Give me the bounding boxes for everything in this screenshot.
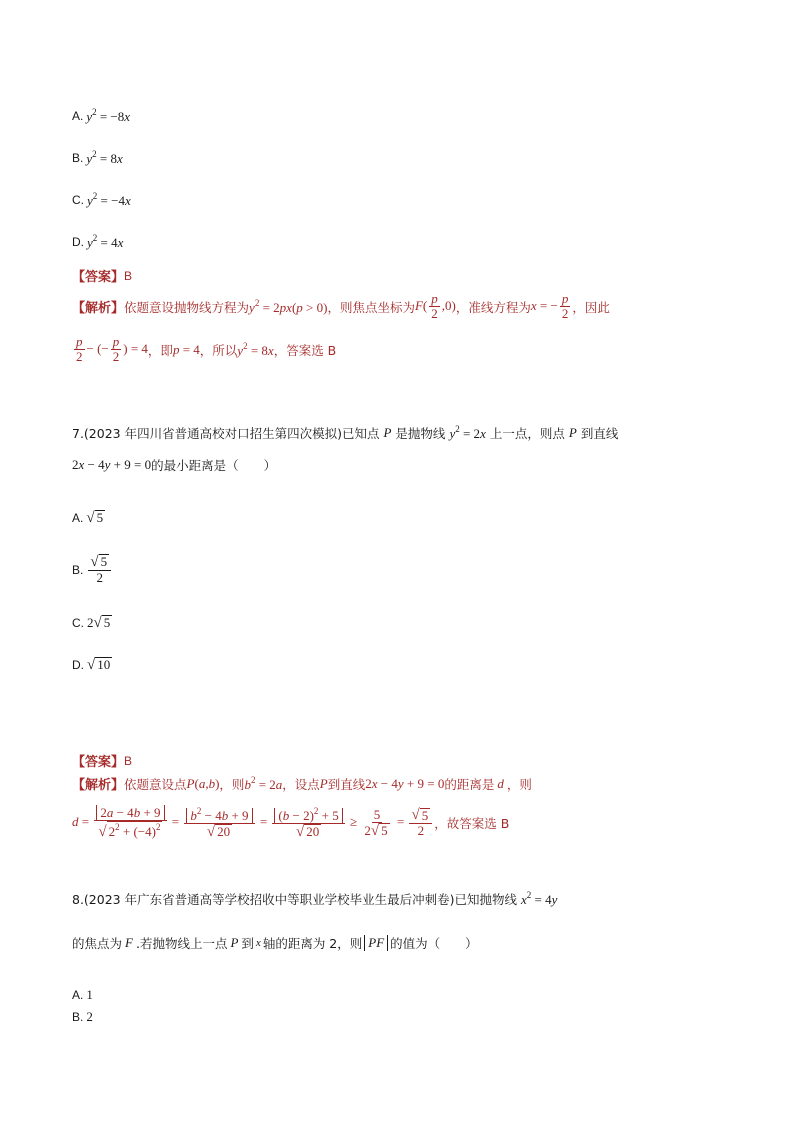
- q7-stem-line2: 2x − 4y + 9 = 0 的最小距离是（ ）: [72, 457, 277, 473]
- q6-option-d-expr: $y^2 = 4x$: [87, 233, 124, 250]
- q7-eq-line-2: 2x − 4y + 9 = 0: [365, 775, 445, 791]
- q6-focus: F( $\frac{p}{2}$ ,0): [414, 291, 456, 322]
- q6-option-a: A. $y^2 = -8x$: [72, 107, 131, 124]
- q7-option-b: B. √ 5 2: [72, 554, 113, 585]
- q7-option-a: A. √ 5: [72, 509, 104, 526]
- q8-abs-pf: PF: [364, 935, 388, 951]
- q8-option-a: A. 1: [72, 987, 93, 1002]
- q7-distance-derivation: d = 2a − 4b + 9 √ $2^2 + (-4)^2$ = $b^2 - 4b + 9$ √ 20 = $(b - 2)^2 + 5$ √ 20 ≥ 5 2 √ 5 = √ 5 2: [72, 806, 434, 840]
- q7-option-c: C. 2 √ 5: [72, 615, 111, 631]
- q8-option-b: B. 2: [72, 1009, 93, 1024]
- q7-analysis-line2: d = 2a − 4b + 9 √ $2^2 + (-4)^2$ = $b^2 - 4b + 9$ √ 20 = $(b - 2)^2 + 5$ √ 20 ≥ 5 2 √ 5 = √ 5 2 ，故答案选 B: [72, 805, 510, 841]
- q6-analysis-line1: 【解析】 依题意设抛物线方程为 $y^2 = 2px(p > 0)$ ，则焦点坐标为 F( $\frac{p}{2}$ ,0) ，准线方程为 x = − $\frac{p}{2}$ ，因此: [72, 291, 610, 322]
- q6-eq-parabola: $y^2 = 2px(p > 0)$: [249, 297, 328, 315]
- q7-analysis-line1: 【解析】 依题意设点 P(a,b) ，则 $b^2 = 2a$ ，设点 P 到直线 2x − 4y + 9 = 0 的距离是 d ，则: [72, 774, 532, 793]
- q8-stem-line2: 的焦点为 F .若抛物线上一点 P 到 x 轴的距离为 2，则 PF 的值为（ ）: [72, 935, 478, 951]
- q7-stem-line1: 7.(2023 年四川省普通高校对口招生第四次模拟)已知点 P 是抛物线 $y^2 = 2x$ 上一点，则点 P 到直线: [72, 424, 619, 441]
- q8-eq-parabola: $x^2 = 4y$: [520, 890, 558, 907]
- q7-eq-parabola: $y^2 = 2x$: [449, 424, 486, 441]
- q6-directrix: x = − $\frac{p}{2}$: [530, 291, 569, 322]
- q8-stem-line1: 8.(2023 年广东省普通高等学校招收中等职业学校毕业生最后冲刺卷)已知抛物线 $x^2 = 4y$: [72, 890, 558, 907]
- q6-answer: 【答案】 B: [72, 268, 133, 285]
- q7-eq-b2: $b^2 = 2a$: [244, 774, 283, 792]
- q6-analysis-line2: $\frac{p}{2}$ − (− $\frac{p}{2}$ ) = 4 ，即 p = 4 ，所以 $y^2 = 8x$ ，答案选 B: [72, 335, 336, 365]
- q7-option-a-expr: √ 5: [86, 509, 104, 526]
- q6-eq-p: p = 4: [172, 341, 200, 357]
- q7-answer: 【答案】 B: [72, 753, 133, 770]
- q7-point: P(a,b): [186, 775, 220, 791]
- q7-eq-line: 2x − 4y + 9 = 0: [72, 457, 152, 472]
- q6-option-c: C. $y^2 = -4x$: [72, 191, 131, 208]
- q6-option-b: B. $y^2 = 8x$: [72, 149, 123, 166]
- q6-eq-distance: $\frac{p}{2}$ − (− $\frac{p}{2}$ ) = 4: [76, 334, 148, 365]
- q7-option-d-expr: √ 10: [87, 656, 111, 673]
- q6-eq-result: $y^2 = 8x$: [237, 340, 274, 358]
- q6-option-b-expr: $y^2 = 8x$: [86, 149, 123, 166]
- q6-option-a-expr: $y^2 = -8x$: [86, 107, 131, 124]
- q7-option-c-expr: 2 √ 5: [87, 615, 111, 631]
- q6-option-d: D. $y^2 = 4x$: [72, 233, 124, 250]
- q7-option-d: D. √ 10: [72, 656, 111, 673]
- q7-option-b-expr: √ 5 2: [88, 554, 111, 585]
- q6-option-c-expr: $y^2 = -4x$: [87, 191, 131, 208]
